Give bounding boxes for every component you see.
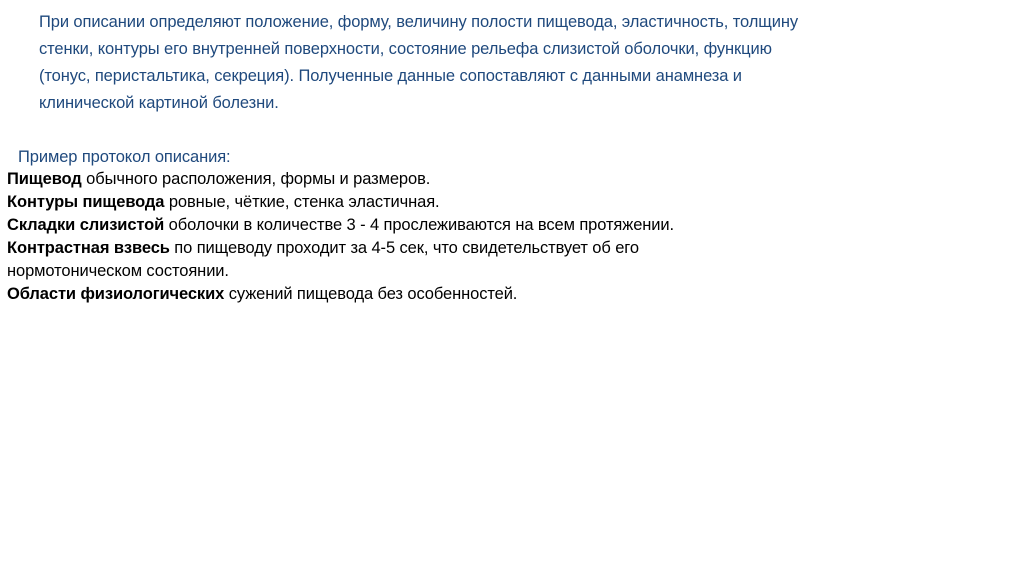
- protocol-text: ровные, чёткие, стенка эластичная.: [164, 193, 440, 211]
- example-heading: Пример протокол описания:: [18, 148, 231, 166]
- protocol-line-esophagus: [7, 168, 727, 191]
- protocol-text: по пищеводу проходит за 4-5 сек, что свидетельствует об его нормотоническом состоянии.: [7, 239, 639, 280]
- protocol-term: Пищевод: [7, 170, 82, 188]
- protocol-term: Области физиологических: [7, 285, 225, 303]
- protocol-term: Складки слизистой: [7, 216, 165, 234]
- protocol-text: сужений пищевода без особенностей.: [224, 285, 518, 303]
- protocol-line-narrowing: [7, 283, 727, 306]
- protocol-text: обычного расположения, формы и размеров.: [81, 170, 431, 188]
- intro-paragraph: При описании определяют положение, форму, величину полости пищевода, эластичность, толщину стенки, контуры его внутренней поверхности, состояние рельефа слизистой оболочки, функцию (тонус, перистальтика, секреция). Полученные данные сопоставляют с данными анамнеза и клинической картиной болезни.: [39, 13, 799, 112]
- protocol-line-contrast: [7, 237, 727, 283]
- protocol-line-folds: [7, 214, 727, 237]
- protocol-line-contours: [7, 191, 727, 214]
- protocol-description: [7, 168, 727, 306]
- protocol-term: Контуры пищевода: [7, 193, 165, 211]
- protocol-text: оболочки в количестве 3 - 4 прослеживаются на всем протяжении.: [164, 216, 674, 234]
- protocol-term: Контрастная взвесь: [7, 239, 170, 257]
